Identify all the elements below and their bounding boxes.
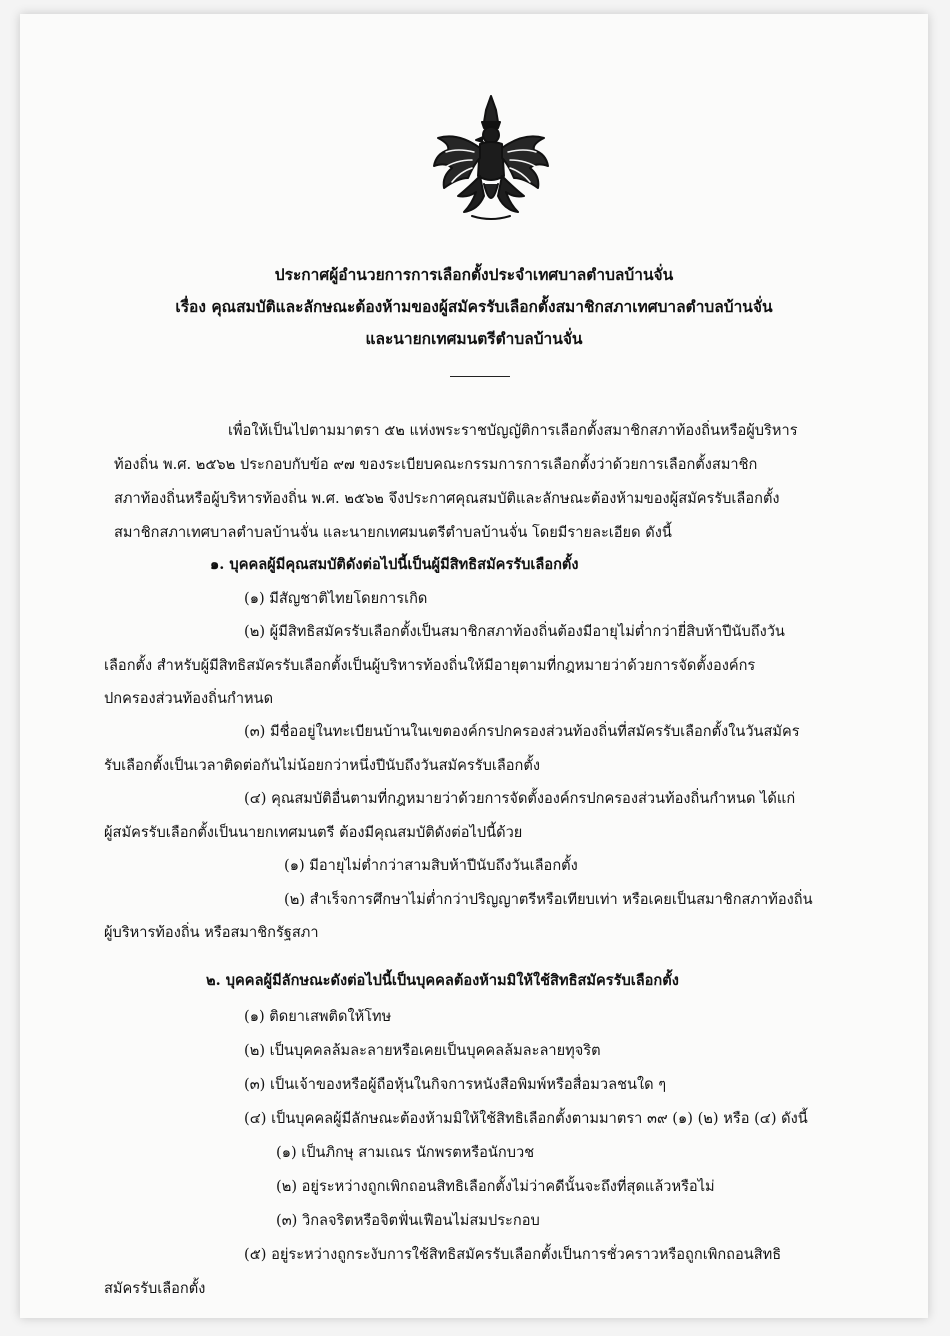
section-1-item-4-2-line-1: (๒) สำเร็จการศึกษาไม่ต่ำกว่าปริญญาตรีหรือเทียบเท่า หรือเคยเป็นสมาชิกสภาท้องถิ่น (284, 891, 813, 908)
section-1-item-4-line-1: (๔) คุณสมบัติอื่นตามที่กฎหมายว่าด้วยการจัดตั้งองค์กรปกครองส่วนท้องถิ่นกำหนด ได้แก่ (244, 790, 796, 807)
section-1-item-2-line-2: เลือกตั้ง สำหรับผู้มีสิทธิสมัครรับเลือกตั้งเป็นผู้บริหารท้องถิ่นให้มีอายุตามที่กฎหมายว่าด้วยการจัดตั้งองค์กร (104, 657, 756, 674)
section-1-item-3-line-1: (๓) มีชื่ออยู่ในทะเบียนบ้านในเขตองค์กรปกครองส่วนท้องถิ่นที่สมัครรับเลือกตั้งในวันสมัคร (244, 723, 800, 740)
section-1-item-4-line-2: ผู้สมัครรับเลือกตั้งเป็นนายกเทศมนตรี ต้องมีคุณสมบัติดังต่อไปนี้ด้วย (104, 824, 523, 841)
section-2-item-2: (๒) เป็นบุคคลล้มละลายหรือเคยเป็นบุคคลล้มละลายทุจริต (244, 1042, 601, 1059)
intro-line-3: สภาท้องถิ่นหรือผู้บริหารท้องถิ่น พ.ศ. ๒๕๖๒ จึงประกาศคุณสมบัติและลักษณะต้องห้ามของผู้สมัครรับเลือกตั้ง (114, 490, 780, 507)
section-2-item-3: (๓) เป็นเจ้าของหรือผู้ถือหุ้นในกิจการหนังสือพิมพ์หรือสื่อมวลชนใด ๆ (244, 1076, 667, 1093)
garuda-emblem-icon (428, 92, 554, 224)
heading-separator (450, 376, 510, 377)
section-2-item-5-line-2: สมัครรับเลือกตั้ง (104, 1280, 206, 1297)
section-1-title: ๑. บุคคลผู้มีคุณสมบัติดังต่อไปนี้เป็นผู้มีสิทธิสมัครรับเลือกตั้ง (210, 556, 579, 573)
announcement-subject-line-2: และนายกเทศมนตรีตำบลบ้านจั่น (365, 329, 583, 348)
document-page (20, 14, 928, 1318)
announcement-title: ประกาศผู้อำนวยการการเลือกตั้งประจำเทศบาลตำบลบ้านจั่น (274, 265, 674, 284)
intro-line-4: สมาชิกสภาเทศบาลตำบลบ้านจั่น และนายกเทศมนตรีตำบลบ้านจั่น โดยมีรายละเอียด ดังนี้ (114, 524, 672, 541)
section-2-item-4-1: (๑) เป็นภิกษุ สามเณร นักพรตหรือนักบวช (276, 1144, 535, 1161)
section-1-item-3-line-2: รับเลือกตั้งเป็นเวลาติดต่อกันไม่น้อยกว่าหนึ่งปีนับถึงวันสมัครรับเลือกตั้ง (104, 757, 540, 774)
section-2-item-1: (๑) ติดยาเสพติดให้โทษ (244, 1008, 392, 1025)
announcement-subject: เรื่อง คุณสมบัติและลักษณะต้องห้ามของผู้สมัครรับเลือกตั้งสมาชิกสภาเทศบาลตำบลบ้านจั่น (175, 297, 773, 316)
section-1-item-2-line-1: (๒) ผู้มีสิทธิสมัครรับเลือกตั้งเป็นสมาชิกสภาท้องถิ่นต้องมีอายุไม่ต่ำกว่ายี่สิบห้าปีนับถึงวัน (244, 623, 785, 640)
section-1-item-4-1: (๑) มีอายุไม่ต่ำกว่าสามสิบห้าปีนับถึงวันเลือกตั้ง (284, 857, 578, 874)
section-1-item-2-line-3: ปกครองส่วนท้องถิ่นกำหนด (104, 690, 274, 707)
section-2-item-4-2: (๒) อยู่ระหว่างถูกเพิกถอนสิทธิเลือกตั้งไม่ว่าคดีนั้นจะถึงที่สุดแล้วหรือไม่ (276, 1178, 715, 1195)
section-2-title: ๒. บุคคลผู้มีลักษณะดังต่อไปนี้เป็นบุคคลต้องห้ามมิให้ใช้สิทธิสมัครรับเลือกตั้ง (206, 972, 679, 989)
section-1-item-1: (๑) มีสัญชาติไทยโดยการเกิด (244, 590, 428, 607)
section-2-item-4-3: (๓) วิกลจริตหรือจิตฟั่นเฟือนไม่สมประกอบ (276, 1212, 540, 1229)
intro-line-1: เพื่อให้เป็นไปตามมาตรา ๕๒ แห่งพระราชบัญญัติการเลือกตั้งสมาชิกสภาท้องถิ่นหรือผู้บริหาร (228, 422, 798, 439)
section-2-item-5-line-1: (๕) อยู่ระหว่างถูกระงับการใช้สิทธิสมัครรับเลือกตั้งเป็นการชั่วคราวหรือถูกเพิกถอนสิทธิ (244, 1246, 782, 1263)
section-1-item-4-2-line-2: ผู้บริหารท้องถิ่น หรือสมาชิกรัฐสภา (104, 924, 319, 941)
section-2-item-4: (๔) เป็นบุคคลผู้มีลักษณะต้องห้ามมิให้ใช้สิทธิเลือกตั้งตามมาตรา ๓๙ (๑) (๒) หรือ (๔) ดังนี้ (244, 1110, 808, 1127)
intro-line-2: ท้องถิ่น พ.ศ. ๒๕๖๒ ประกอบกับข้อ ๙๗ ของระเบียบคณะกรรมการการเลือกตั้งว่าด้วยการเลือกตั้งสมาชิก (114, 456, 758, 473)
